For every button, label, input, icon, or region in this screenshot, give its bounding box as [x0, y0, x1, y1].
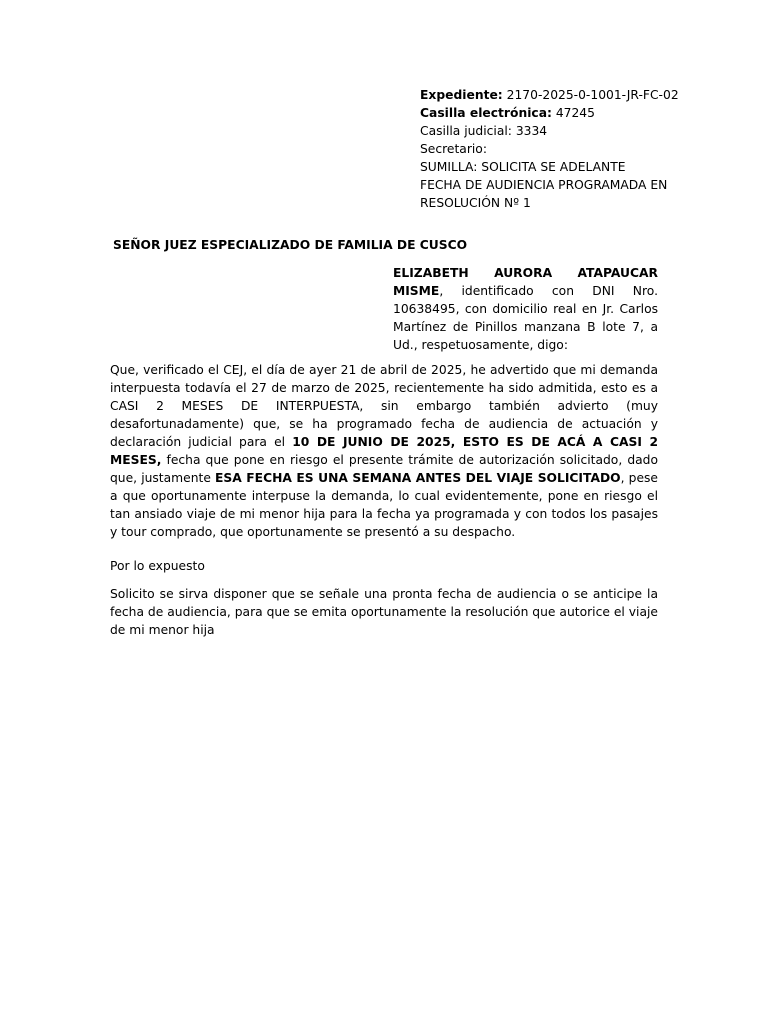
casilla-electronica-value: 47245	[551, 106, 595, 120]
body-paragraph	[110, 361, 658, 541]
expediente-line	[420, 86, 679, 104]
request-paragraph: Solicito se sirva disponer que se señale una pronta fecha de audiencia o se anticipe la fecha de audiencia, para que se emita oportunamente la resolución que autorice el viaje de mi menor hija	[110, 587, 658, 637]
secretario-line: Secretario:	[420, 142, 487, 156]
casilla-electronica-label: Casilla electrónica:	[420, 106, 552, 120]
petitioner-details: , identificado con DNI Nro. 10638495, con domicilio real en Jr. Carlos Martínez de Pinillos manzana B lote 7, a Ud., respetuosamente, digo:	[393, 284, 658, 352]
case-header	[420, 86, 679, 212]
por-lo-expuesto: Por lo expuesto	[110, 559, 205, 573]
body-text-2: fecha que pone en riesgo el presente trámite de autorización solicitado, dado que, justamente	[110, 453, 658, 485]
body-text-1: Que, verificado el CEJ, el día de ayer 21 de abril de 2025, he advertido que mi demanda interpuesta todavía el 27 de marzo de 2025, recientemente ha sido admitida, esto es a CASI 2 MESES DE INTERPUESTA, sin embargo también advierto (muy desafortunadamente) que, se ha programado fecha de audiencia de actuación y declaración judicial para el	[110, 363, 658, 449]
petitioner-intro	[393, 264, 658, 354]
expediente-value: 2170-2025-0-1001-JR-FC-02	[502, 88, 679, 102]
casilla-judicial-line: Casilla judicial: 3334	[420, 124, 548, 138]
sumilla: SUMILLA: SOLICITA SE ADELANTE FECHA DE AUDIENCIA PROGRAMADA EN RESOLUCIÓN Nº 1	[420, 160, 668, 210]
body-text-3: , pese a que oportunamente interpuse la demanda, lo cual evidentemente, pone en riesgo el tan ansiado viaje de mi menor hija para la fecha ya programada y con todos los pasajes y tour comprado, que oportunamente se presentó a su despacho.	[110, 471, 658, 539]
addressee-heading: SEÑOR JUEZ ESPECIALIZADO DE FAMILIA DE CUSCO	[113, 238, 468, 252]
expediente-label: Expediente:	[420, 88, 503, 102]
body-bold-date: 10 DE JUNIO DE 2025, ESTO ES DE ACÁ A CASI 2 MESES,	[110, 435, 658, 467]
body-bold-travel: ESA FECHA ES UNA SEMANA ANTES DEL VIAJE SOLICITADO	[215, 471, 621, 485]
petitioner-name: ELIZABETH AURORA ATAPAUCAR MISME	[393, 266, 658, 298]
casilla-electronica-line	[420, 104, 670, 122]
